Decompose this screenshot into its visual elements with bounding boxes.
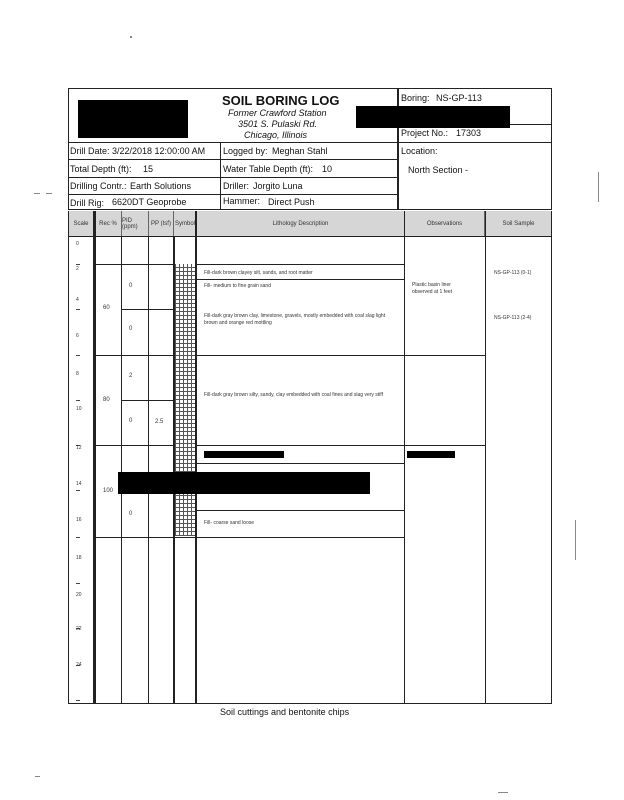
site-line-2: 3501 S. Pulaski Rd. — [238, 119, 318, 129]
drill-rig-value: 6620DT Geoprobe — [112, 197, 187, 207]
rec-value: 60 — [103, 305, 110, 311]
hammer-label: Hammer: — [223, 196, 261, 206]
soil-sample-entry: NS-GP-113 (2-4) — [494, 315, 532, 321]
scale-label: 22 — [76, 626, 82, 632]
redaction-logo — [78, 100, 188, 138]
col-rec: Rec % — [95, 211, 122, 236]
pid-value: 0 — [129, 283, 133, 289]
col-soil-sample: Soil Sample — [485, 211, 552, 236]
observation-entry: Plastic basin liner observed at 1 feet — [412, 282, 453, 295]
project-value: 17303 — [456, 128, 482, 138]
drill-rig-label: Drill Rig: — [70, 198, 105, 208]
redaction-row — [118, 472, 370, 494]
drill-date: Drill Date: 3/22/2018 12:00:00 AM — [70, 146, 206, 156]
redaction-observation — [407, 451, 455, 458]
lithology-entry: Fill- medium to fine grain sand — [204, 283, 271, 289]
lithology-entry: Fill-dark gray brown silty, sandy, clay embedded with coal fines and slag very stiff — [204, 392, 383, 398]
logged-by-value: Meghan Stahl — [272, 146, 328, 156]
col-lithology: Lithology Description — [197, 211, 405, 236]
col-symbol: Symbol — [174, 211, 197, 236]
drilling-contr-value: Earth Solutions — [130, 181, 192, 191]
project-label: Project No.: — [401, 128, 449, 138]
location-value: North Section - — [408, 165, 469, 175]
symbol-fill-pattern — [175, 264, 195, 536]
scale-label: 2 — [76, 266, 79, 272]
col-observations: Observations — [405, 211, 485, 236]
boring-label: Boring: — [401, 93, 430, 103]
scale-label: 20 — [76, 592, 82, 598]
boring-value: NS-GP-113 — [436, 93, 482, 103]
lithology-entry: Fill-dark gray brown clay, limestone, gravels, mostly embedded with coal slag light brown and orange red mottling — [204, 313, 386, 326]
pid-value: 0 — [129, 326, 133, 332]
pid-value: 0 — [129, 511, 133, 517]
site-line-1: Former Crawford Station — [228, 108, 327, 118]
scale-label: 6 — [76, 333, 79, 339]
scale-label: 0 — [76, 241, 79, 247]
scale-label: 18 — [76, 555, 82, 561]
page-title: SOIL BORING LOG — [222, 93, 340, 108]
rec-value: 100 — [103, 488, 114, 494]
rec-value: 80 — [103, 397, 110, 403]
scale-label: 24 — [76, 662, 82, 668]
scale-label: 8 — [76, 371, 79, 377]
total-depth-value: 15 — [143, 164, 154, 174]
hammer-value: Direct Push — [268, 197, 315, 207]
driller-value: Jorgito Luna — [253, 181, 303, 191]
scale-label: 14 — [76, 481, 82, 487]
soil-sample-entry: NS-GP-113 (0-1) — [494, 270, 532, 276]
redaction-header — [356, 106, 510, 128]
water-table-value: 10 — [322, 164, 333, 174]
pid-value: 2 — [129, 373, 133, 379]
pid-value: 0 — [129, 418, 133, 424]
scale-label: 12 — [76, 445, 82, 451]
scale-label: 16 — [76, 517, 82, 523]
water-table-label: Water Table Depth (ft): — [223, 164, 314, 174]
redaction-lithology — [204, 451, 284, 458]
drilling-contr-label: Drilling Contr.: — [70, 181, 127, 191]
lithology-entry: Fill- coarse sand loose — [204, 520, 255, 526]
pp-value: 2.5 — [155, 419, 164, 425]
driller-label: Driller: — [223, 181, 249, 191]
site-line-3: Chicago, Illinois — [244, 130, 308, 140]
footer-note: Soil cuttings and bentonite chips — [220, 707, 350, 717]
col-pid: PID (ppm) — [122, 211, 149, 236]
logged-by-label: Logged by: — [223, 146, 268, 156]
total-depth-label: Total Depth (ft): — [70, 164, 132, 174]
scale-label: 10 — [76, 406, 82, 412]
location-label: Location: — [401, 146, 438, 156]
lithology-entry: Fill-dark brown clayey silt, sands, and root matter — [204, 270, 313, 276]
col-pp: PP (tsf) — [149, 211, 174, 236]
scale-label: 4 — [76, 297, 79, 303]
col-scale: Scale — [68, 211, 95, 236]
